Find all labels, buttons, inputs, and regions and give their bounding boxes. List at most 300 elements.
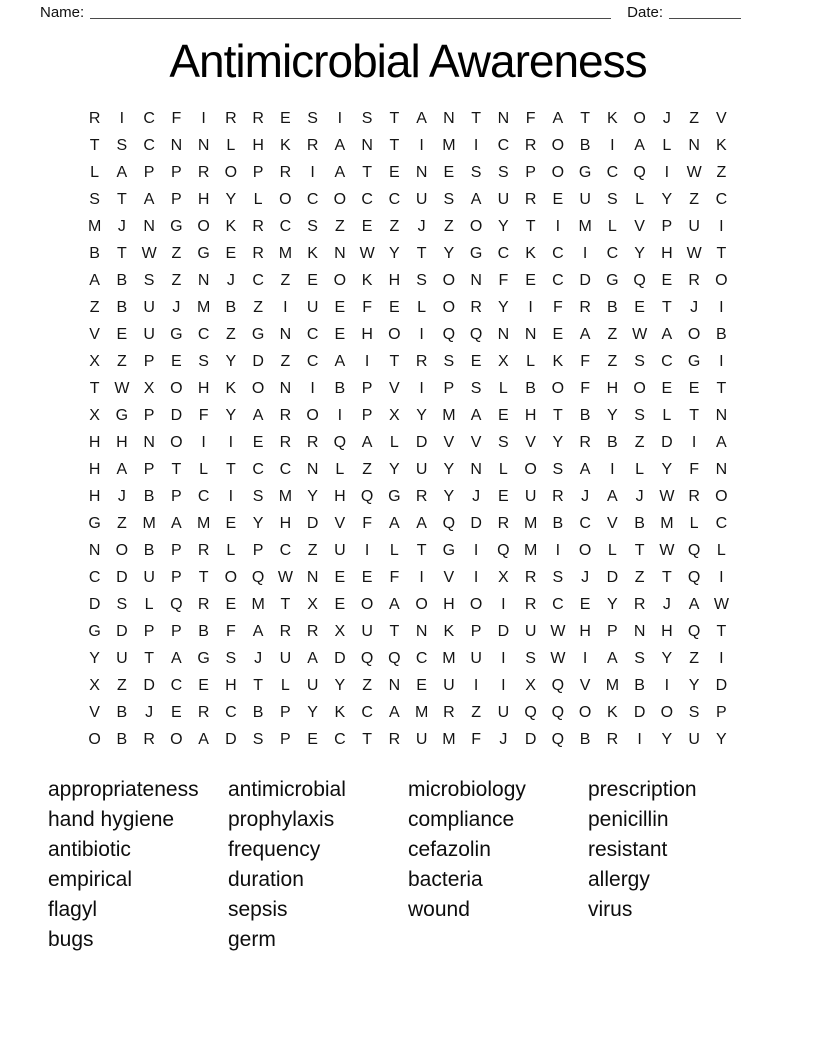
grid-letter: G — [469, 244, 483, 262]
grid-letter: B — [634, 514, 645, 532]
grid-letter: C — [661, 352, 673, 370]
grid-letter: N — [306, 460, 319, 478]
grid-letter: E — [171, 352, 182, 370]
grid-letter: D — [497, 622, 510, 640]
grid-letter: T — [634, 541, 645, 559]
grid-letter: K — [361, 271, 373, 289]
grid-letter: L — [389, 433, 399, 451]
grid-letter: U — [688, 730, 700, 748]
grid-letter: O — [687, 325, 701, 343]
grid-letter: E — [225, 514, 237, 532]
grid-letter: T — [362, 730, 373, 748]
grid-letter: U — [470, 649, 482, 667]
grid-letter: Z — [334, 217, 345, 235]
grid-letter: D — [143, 676, 155, 694]
grid-letter: E — [225, 595, 237, 613]
grid-letter: A — [143, 190, 155, 208]
grid-letter: T — [716, 244, 727, 262]
grid-letter: U — [143, 568, 155, 586]
grid-letter: C — [306, 352, 319, 370]
grid-letter: B — [143, 487, 155, 505]
grid-letter: A — [470, 190, 482, 208]
grid-letter: B — [116, 271, 128, 289]
grid-letter: V — [470, 433, 482, 451]
grid-letter: R — [306, 136, 319, 154]
grid-letter: L — [498, 460, 508, 478]
grid-letter: G — [197, 244, 210, 262]
grid-letter: A — [389, 703, 400, 721]
grid-letter: R — [197, 703, 210, 721]
word-item: hand hygiene — [48, 808, 175, 831]
grid-letter: U — [524, 487, 537, 505]
grid-letter: G — [606, 271, 619, 289]
grid-letter: Q — [687, 622, 701, 640]
grid-letter: M — [87, 217, 102, 235]
grid-letter: K — [716, 136, 727, 154]
grid-letter: E — [198, 676, 209, 694]
word-item: flagyl — [48, 898, 98, 921]
grid-letter: O — [251, 379, 265, 397]
grid-letter: N — [497, 109, 510, 127]
grid-letter: X — [525, 676, 536, 694]
grid-letter: N — [306, 568, 319, 586]
grid-letter: E — [634, 298, 645, 316]
grid-letter: F — [171, 109, 182, 127]
grid-letter: S — [498, 433, 509, 451]
grid-letter: I — [610, 136, 615, 154]
grid-letter: R — [279, 163, 292, 181]
grid-letter: C — [361, 703, 373, 721]
grid-letter: T — [525, 217, 536, 235]
grid-letter: O — [551, 163, 565, 181]
grid-letter: C — [252, 271, 264, 289]
grid-letter: N — [497, 325, 510, 343]
grid-letter: R — [470, 298, 482, 316]
grid-letter: O — [170, 730, 183, 748]
grid-letter: P — [171, 190, 182, 208]
grid-letter: E — [116, 325, 128, 343]
grid-letter: L — [607, 541, 617, 559]
grid-letter: N — [388, 676, 401, 694]
grid-letter: O — [578, 541, 592, 559]
grid-letter: C — [552, 271, 564, 289]
grid-letter: I — [310, 379, 315, 397]
grid-letter: K — [607, 703, 618, 721]
grid-letter: H — [88, 460, 101, 478]
grid-letter: C — [361, 190, 373, 208]
word-item: antimicrobial — [228, 778, 346, 801]
grid-letter: D — [633, 703, 646, 721]
grid-letter: P — [143, 622, 155, 640]
word-item: penicillin — [588, 808, 669, 831]
grid-letter: D — [88, 595, 101, 613]
grid-letter: T — [471, 109, 482, 127]
grid-letter: T — [198, 568, 209, 586]
grid-letter: N — [143, 217, 155, 235]
grid-letter: Q — [497, 541, 510, 559]
grid-letter: W — [359, 244, 375, 262]
word-list — [48, 775, 816, 955]
grid-letter: R — [497, 514, 510, 532]
grid-letter: C — [497, 244, 510, 262]
word-item: cefazolin — [408, 838, 491, 861]
grid-letter: K — [280, 136, 291, 154]
grid-letter: Y — [688, 676, 700, 694]
grid-letter: O — [415, 595, 428, 613]
grid-letter: R — [688, 271, 700, 289]
grid-letter: C — [170, 676, 183, 694]
grid-letter: A — [361, 433, 373, 451]
grid-letter: C — [197, 487, 210, 505]
grid-letter: T — [362, 163, 373, 181]
word-search-grid — [81, 105, 735, 753]
grid-letter: P — [280, 703, 291, 721]
grid-letter: M — [278, 487, 293, 505]
grid-letter: H — [88, 433, 101, 451]
grid-letter: Q — [442, 325, 456, 343]
grid-letter: L — [716, 541, 726, 559]
grid-letter: J — [417, 217, 426, 235]
grid-letter: D — [661, 433, 673, 451]
grid-letter: A — [116, 163, 128, 181]
grid-letter: C — [579, 514, 591, 532]
grid-letter: A — [579, 460, 591, 478]
grid-letter: B — [634, 676, 645, 694]
grid-letter: E — [307, 730, 318, 748]
grid-letter: K — [225, 379, 237, 397]
grid-letter: K — [307, 244, 318, 262]
grid-letter: F — [689, 460, 700, 478]
grid-letter: D — [470, 514, 482, 532]
grid-letter: A — [389, 595, 400, 613]
grid-letter: Y — [252, 514, 264, 532]
grid-letter: E — [552, 325, 564, 343]
grid-letter: Q — [524, 703, 537, 721]
grid-letter: I — [582, 649, 588, 667]
grid-letter: R — [524, 568, 537, 586]
grid-letter: U — [334, 541, 346, 559]
grid-letter: I — [228, 487, 234, 505]
grid-letter: M — [251, 595, 265, 613]
grid-letter: T — [171, 460, 182, 478]
grid-letter: O — [578, 703, 592, 721]
word-column-4 — [588, 775, 768, 955]
grid-letter: U — [306, 676, 319, 694]
grid-letter: J — [635, 487, 644, 505]
grid-letter: H — [252, 136, 264, 154]
grid-letter: P — [361, 406, 373, 424]
grid-letter: M — [278, 244, 293, 262]
grid-letter: Y — [225, 352, 237, 370]
grid-letter: K — [225, 217, 237, 235]
grid-letter: I — [555, 217, 561, 235]
word-item: duration — [228, 868, 304, 891]
grid-letter: Y — [661, 649, 673, 667]
grid-letter: C — [88, 568, 101, 586]
grid-letter: E — [361, 217, 373, 235]
grid-letter: A — [607, 649, 618, 667]
word-column-2 — [228, 775, 408, 955]
grid-letter: J — [117, 487, 126, 505]
grid-letter: P — [171, 622, 182, 640]
grid-letter: R — [388, 730, 401, 748]
grid-letter: O — [88, 730, 101, 748]
grid-letter: P — [470, 622, 482, 640]
grid-letter: J — [145, 703, 154, 721]
grid-letter: W — [659, 487, 675, 505]
grid-letter: E — [334, 595, 346, 613]
grid-letter: B — [116, 730, 128, 748]
grid-letter: Q — [551, 676, 565, 694]
grid-letter: O — [551, 136, 565, 154]
grid-letter: Q — [551, 730, 565, 748]
grid-letter: S — [307, 109, 318, 127]
grid-letter: I — [664, 163, 670, 181]
grid-letter: L — [635, 190, 645, 208]
grid-letter: I — [691, 433, 697, 451]
grid-letter: V — [579, 676, 591, 694]
grid-letter: U — [415, 730, 428, 748]
grid-letter: T — [389, 352, 400, 370]
grid-letter: O — [224, 163, 238, 181]
grid-letter: T — [716, 622, 727, 640]
grid-letter: D — [606, 568, 619, 586]
word-column-3 — [408, 775, 588, 955]
grid-letter: E — [334, 298, 346, 316]
grid-letter: H — [116, 433, 128, 451]
grid-letter: L — [226, 541, 236, 559]
grid-letter: I — [719, 649, 724, 667]
grid-letter: B — [607, 298, 618, 316]
grid-letter: C — [143, 109, 155, 127]
grid-letter: E — [661, 379, 673, 397]
grid-letter: L — [689, 514, 699, 532]
grid-letter: N — [443, 109, 455, 127]
grid-letter: S — [416, 271, 427, 289]
grid-letter: L — [498, 379, 508, 397]
grid-letter: O — [360, 595, 374, 613]
grid-letter: N — [197, 271, 210, 289]
grid-letter: Y — [307, 703, 318, 721]
grid-letter: P — [171, 541, 182, 559]
grid-letter: E — [498, 487, 509, 505]
grid-letter: E — [361, 568, 373, 586]
grid-letter: Y — [89, 649, 100, 667]
grid-letter: E — [525, 271, 536, 289]
grid-letter: I — [201, 433, 206, 451]
grid-letter: O — [442, 298, 456, 316]
grid-letter: V — [716, 109, 727, 127]
grid-letter: Y — [443, 487, 455, 505]
word-item: bugs — [48, 928, 94, 951]
grid-letter: S — [552, 568, 564, 586]
grid-letter: X — [334, 622, 346, 640]
grid-letter: D — [579, 271, 591, 289]
grid-letter: T — [661, 298, 672, 316]
grid-letter: V — [89, 703, 100, 721]
grid-letter: L — [417, 298, 427, 316]
grid-letter: V — [634, 217, 645, 235]
grid-letter: B — [198, 622, 209, 640]
grid-letter: F — [471, 730, 482, 748]
grid-letter: C — [143, 136, 155, 154]
grid-letter: B — [607, 433, 618, 451]
grid-letter: R — [197, 163, 210, 181]
grid-letter: B — [552, 514, 564, 532]
grid-letter: Z — [362, 676, 373, 694]
name-blank-line — [90, 4, 611, 19]
grid-letter: Y — [498, 298, 509, 316]
date-label: Date: — [627, 4, 663, 21]
grid-letter: I — [364, 352, 370, 370]
grid-letter: N — [633, 622, 646, 640]
grid-letter: S — [498, 163, 509, 181]
grid-letter: G — [197, 649, 210, 667]
grid-letter: D — [170, 406, 183, 424]
grid-letter: C — [334, 730, 346, 748]
grid-letter: M — [605, 676, 620, 694]
grid-letter: Z — [443, 217, 454, 235]
grid-letter: G — [170, 217, 183, 235]
grid-letter: T — [389, 136, 400, 154]
grid-letter: Y — [389, 460, 400, 478]
grid-letter: D — [415, 433, 428, 451]
grid-letter: Y — [416, 406, 427, 424]
grid-letter: T — [389, 622, 400, 640]
grid-letter: C — [306, 325, 319, 343]
grid-letter: V — [525, 433, 536, 451]
grid-letter: B — [116, 703, 128, 721]
grid-letter: S — [443, 190, 455, 208]
grid-letter: S — [634, 406, 645, 424]
grid-letter: Y — [661, 460, 673, 478]
grid-letter: B — [143, 541, 155, 559]
grid-letter: N — [197, 136, 210, 154]
grid-letter: I — [555, 541, 561, 559]
grid-letter: U — [415, 190, 428, 208]
grid-letter: J — [499, 730, 508, 748]
grid-letter: V — [389, 379, 400, 397]
grid-letter: U — [306, 298, 319, 316]
grid-letter: T — [253, 676, 264, 694]
grid-letter: W — [686, 163, 702, 181]
grid-letter: N — [715, 406, 728, 424]
grid-letter: L — [90, 163, 100, 181]
grid-letter: T — [416, 244, 427, 262]
grid-letter: U — [143, 325, 155, 343]
grid-letter: R — [552, 487, 564, 505]
grid-letter: G — [442, 541, 456, 559]
grid-letter: F — [362, 514, 373, 532]
grid-letter: T — [89, 136, 100, 154]
grid-letter: R — [579, 433, 591, 451]
grid-letter: B — [334, 379, 346, 397]
grid-letter: T — [89, 379, 100, 397]
name-label: Name: — [40, 4, 85, 21]
grid-letter: O — [170, 433, 183, 451]
grid-letter: R — [415, 352, 428, 370]
grid-letter: I — [501, 676, 506, 694]
grid-letter: T — [144, 649, 155, 667]
grid-letter: H — [279, 514, 292, 532]
grid-letter: Q — [469, 325, 483, 343]
grid-letter: W — [550, 649, 566, 667]
grid-letter: G — [251, 325, 265, 343]
grid-letter: U — [143, 298, 155, 316]
grid-letter: Z — [689, 109, 700, 127]
grid-letter: L — [389, 541, 399, 559]
grid-letter: A — [416, 514, 427, 532]
grid-letter: R — [197, 595, 210, 613]
word-item: frequency — [228, 838, 321, 861]
grid-letter: E — [552, 190, 564, 208]
grid-letter: F — [525, 109, 536, 127]
grid-letter: Z — [362, 460, 373, 478]
grid-letter: T — [116, 244, 127, 262]
grid-letter: A — [334, 136, 346, 154]
grid-letter: Q — [360, 649, 374, 667]
grid-letter: C — [497, 136, 510, 154]
grid-letter: Y — [225, 406, 237, 424]
grid-letter: V — [334, 514, 346, 532]
grid-letter: D — [116, 568, 128, 586]
word-item: bacteria — [408, 868, 483, 891]
grid-letter: I — [610, 460, 615, 478]
grid-letter: S — [607, 190, 618, 208]
grid-letter: W — [632, 325, 648, 343]
word-item: compliance — [408, 808, 515, 831]
grid-letter: A — [198, 730, 209, 748]
grid-letter: C — [552, 595, 564, 613]
grid-letter: F — [198, 406, 209, 424]
grid-letter: C — [606, 244, 619, 262]
grid-letter: C — [388, 190, 401, 208]
grid-letter: U — [497, 703, 510, 721]
grid-letter: Z — [171, 244, 182, 262]
grid-letter: G — [170, 325, 183, 343]
grid-letter: Z — [116, 352, 127, 370]
grid-letter: D — [334, 649, 346, 667]
grid-letter: P — [661, 217, 673, 235]
grid-letter: F — [580, 352, 591, 370]
grid-letter: F — [580, 379, 591, 397]
grid-letter: S — [443, 352, 455, 370]
grid-letter: I — [228, 433, 234, 451]
grid-letter: C — [306, 190, 319, 208]
grid-letter: Q — [360, 487, 374, 505]
word-item: germ — [228, 928, 276, 951]
grid-letter: F — [498, 271, 509, 289]
grid-letter: A — [171, 649, 182, 667]
grid-letter: Y — [661, 190, 673, 208]
grid-letter: N — [361, 136, 373, 154]
grid-letter: U — [279, 649, 292, 667]
grid-letter: E — [389, 163, 400, 181]
grid-letter: R — [252, 217, 264, 235]
grid-letter: S — [116, 595, 128, 613]
grid-letter: I — [473, 136, 479, 154]
grid-letter: R — [688, 487, 700, 505]
grid-letter: S — [252, 487, 264, 505]
grid-letter: B — [525, 379, 536, 397]
grid-letter: R — [252, 244, 264, 262]
grid-letter: A — [688, 595, 700, 613]
grid-letter: K — [552, 352, 564, 370]
grid-letter: I — [419, 568, 424, 586]
grid-letter: G — [88, 622, 101, 640]
grid-letter: T — [225, 460, 236, 478]
grid-letter: P — [252, 541, 264, 559]
